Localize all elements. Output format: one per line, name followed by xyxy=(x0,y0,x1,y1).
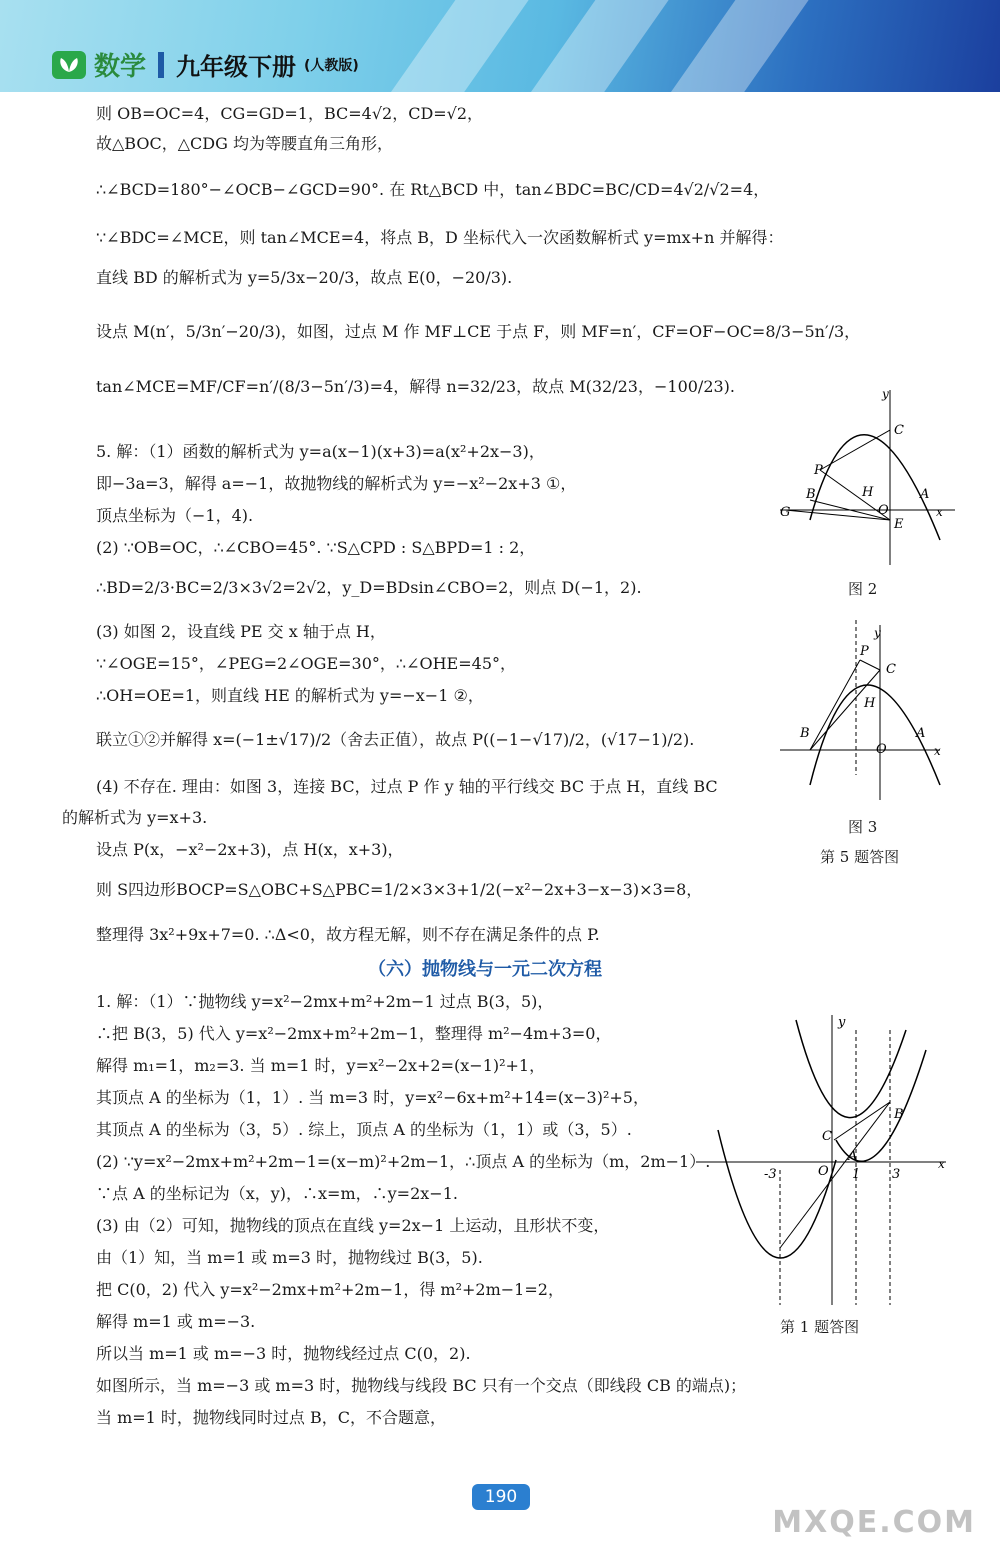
fig3-label-c: C xyxy=(886,662,896,677)
watermark-text: MXQE.COM xyxy=(772,1505,976,1540)
text-line: 设点 M(n′，5/3n′−20/3)，如图，过点 M 作 MF⊥CE 于点 F，则 MF=n′，CF=OF−OC=8/3−5n′/3， xyxy=(96,322,861,341)
leaf-logo-icon xyxy=(52,51,86,79)
question-5-caption: 第 5 题答图 xyxy=(820,848,900,866)
text-line: 解得 m=1 或 m=−3. xyxy=(96,1312,256,1331)
figure-3-caption: 图 3 xyxy=(848,818,878,836)
fig2-label-h: H xyxy=(862,485,874,500)
text-line: 设点 P(x，−x²−2x+3)，点 H(x，x+3)， xyxy=(96,840,404,859)
fig3-label-o: O xyxy=(876,742,887,757)
fig3-label-h: H xyxy=(864,696,876,711)
figure-2-caption: 图 2 xyxy=(848,580,878,598)
fig2-label-y: y xyxy=(882,387,889,401)
text-line: ∵∠OGE=15°，∠PEG=2∠OGE=30°，∴∠OHE=45°， xyxy=(96,654,517,673)
title-divider xyxy=(158,52,164,78)
text-line: 由（1）知，当 m=1 或 m=3 时，抛物线过 B(3，5). xyxy=(96,1248,483,1267)
text-line: 整理得 3x²+9x+7=0. ∴Δ<0，故方程无解，则不存在满足条件的点 P. xyxy=(96,925,600,944)
q1-label-c: C xyxy=(822,1129,832,1144)
text-line: 解得 m₁=1，m₂=3. 当 m=1 时，y=x²−2x+2=(x−1)²+1， xyxy=(96,1056,546,1075)
text-line: 直线 BD 的解析式为 y=5/3x−20/3，故点 E(0，−20/3). xyxy=(96,268,513,287)
fig2-label-g: G xyxy=(780,505,791,520)
text-line: (3) 如图 2，设直线 PE 交 x 轴于点 H， xyxy=(96,622,386,641)
fig2-label-o: O xyxy=(878,503,889,518)
text-line: ∴把 B(3，5) 代入 y=x²−2mx+m²+2m−1，整理得 m²−4m+3=0， xyxy=(96,1024,612,1043)
text-line: 的解析式为 y=x+3. xyxy=(62,808,208,827)
text-line: 即−3a=3，解得 a=−1，故抛物线的解析式为 y=−x²−2x+3 ①， xyxy=(96,474,577,493)
fig2-label-e: E xyxy=(894,517,904,532)
text-line: 故△BOC，△CDG 均为等腰直角三角形， xyxy=(96,134,393,153)
grade-title: 九年级下册 xyxy=(176,53,297,81)
text-line: (2) ∵y=x²−2mx+m²+2m−1=(x−m)²+2m−1，∴顶点 A 的坐标为（m，2m−1）. xyxy=(96,1152,711,1171)
text-line: tan∠MCE=MF/CF=n′/(8/3−5n′/3)=4，解得 n=32/23，故点 M(32/23，−100/23). xyxy=(96,377,736,396)
fig2-label-p: P xyxy=(814,463,823,478)
watermark xyxy=(772,1490,990,1550)
q1-label-a: A xyxy=(848,1149,858,1164)
edition-label: (人教版) xyxy=(304,57,359,74)
text-line: 所以当 m=1 或 m=−3 时，抛物线经过点 C(0，2). xyxy=(96,1344,471,1363)
book-brand xyxy=(52,46,359,83)
text-line: 把 C(0，2) 代入 y=x²−2mx+m²+2m−1，得 m²+2m−1=2， xyxy=(96,1280,564,1299)
text-line: (4) 不存在. 理由：如图 3，连接 BC，过点 P 作 y 轴的平行线交 BC 于点 H，直线 BC xyxy=(96,777,718,796)
figure-2-diagram xyxy=(770,380,960,570)
text-line: ∴OH=OE=1，则直线 HE 的解析式为 y=−x−1 ②， xyxy=(96,686,484,705)
text-line: ∴BD=2/3·BC=2/3×3√2=2√2，y_D=BDsin∠CBO=2，则点 D(−1，2). xyxy=(96,578,642,597)
text-line: ∵∠BDC=∠MCE，则 tan∠MCE=4，将点 B，D 坐标代入一次函数解析式 y=mx+n 并解得： xyxy=(96,228,784,247)
q1-label-1: 1 xyxy=(852,1167,861,1182)
text-line: 当 m=1 时，抛物线同时过点 B，C，不合题意， xyxy=(96,1408,447,1427)
fig3-label-b: B xyxy=(800,726,810,741)
text-line: ∵点 A 的坐标记为（x，y)，∴x=m，∴y=2x−1. xyxy=(96,1184,458,1203)
text-line: 联立①②并解得 x=(−1±√17)/2（舍去正值），故点 P((−1−√17)/2，(√17−1)/2). xyxy=(96,730,695,749)
text-line: (3) 由（2）可知，抛物线的顶点在直线 y=2x−1 上运动，且形状不变， xyxy=(96,1216,610,1235)
fig3-label-a: A xyxy=(916,726,926,741)
fig3-label-p: P xyxy=(860,644,869,659)
fig2-label-b: B xyxy=(806,487,816,502)
q1-label-x: x xyxy=(938,1157,945,1171)
section-title: （六）抛物线与一元二次方程 xyxy=(368,959,602,980)
text-line: 则 OB=OC=4，CG=GD=1，BC=4√2，CD=√2， xyxy=(96,104,484,123)
text-line: 则 S四边形BOCP=S△OBC+S△PBC=1/2×3×3+1/2(−x²−2x+3−x−3)×3=8， xyxy=(96,880,703,899)
text-line: 其顶点 A 的坐标为（1，1）. 当 m=3 时，y=x²−6x+m²+14=(x−3)²+5， xyxy=(96,1088,649,1107)
header-banner xyxy=(0,0,1000,92)
question-1-caption: 第 1 题答图 xyxy=(780,1318,860,1336)
fig3-label-x: x xyxy=(934,744,941,758)
text-line: (2) ∵OB=OC，∴∠CBO=45°. ∵S△CPD : S△BPD=1 : 2， xyxy=(96,538,536,557)
text-line: 5. 解：（1）函数的解析式为 y=a(x−1)(x+3)=a(x²+2x−3)， xyxy=(96,442,545,461)
fig3-label-y: y xyxy=(874,626,881,640)
question-1-diagram xyxy=(696,1010,956,1310)
fig2-label-c: C xyxy=(894,423,904,438)
text-line: 顶点坐标为（−1，4). xyxy=(96,506,254,525)
fig2-label-x: x xyxy=(936,505,943,519)
q1-label-neg3: -3 xyxy=(764,1167,777,1182)
text-line: 1. 解：（1）∵抛物线 y=x²−2mx+m²+2m−1 过点 B(3，5)， xyxy=(96,992,554,1011)
q1-label-b: B xyxy=(894,1107,904,1122)
text-line: 其顶点 A 的坐标为（3，5）. 综上，顶点 A 的坐标为（1，1）或（3，5）. xyxy=(96,1120,632,1139)
text-line: ∴∠BCD=180°−∠OCB−∠GCD=90°. 在 Rt△BCD 中，tan∠BDC=BC/CD=4√2/√2=4， xyxy=(96,180,770,199)
q1-label-3: 3 xyxy=(892,1167,901,1182)
q1-label-o: O xyxy=(818,1164,829,1179)
text-line: 如图所示，当 m=−3 或 m=3 时，抛物线与线段 BC 只有一个交点（即线段 CB 的端点)； xyxy=(96,1376,747,1395)
subject-title: 数学 xyxy=(94,52,147,82)
q1-label-y: y xyxy=(838,1015,846,1030)
fig2-label-a: A xyxy=(920,487,930,502)
page-number: 190 xyxy=(472,1484,530,1510)
figure-3-diagram xyxy=(780,615,950,805)
